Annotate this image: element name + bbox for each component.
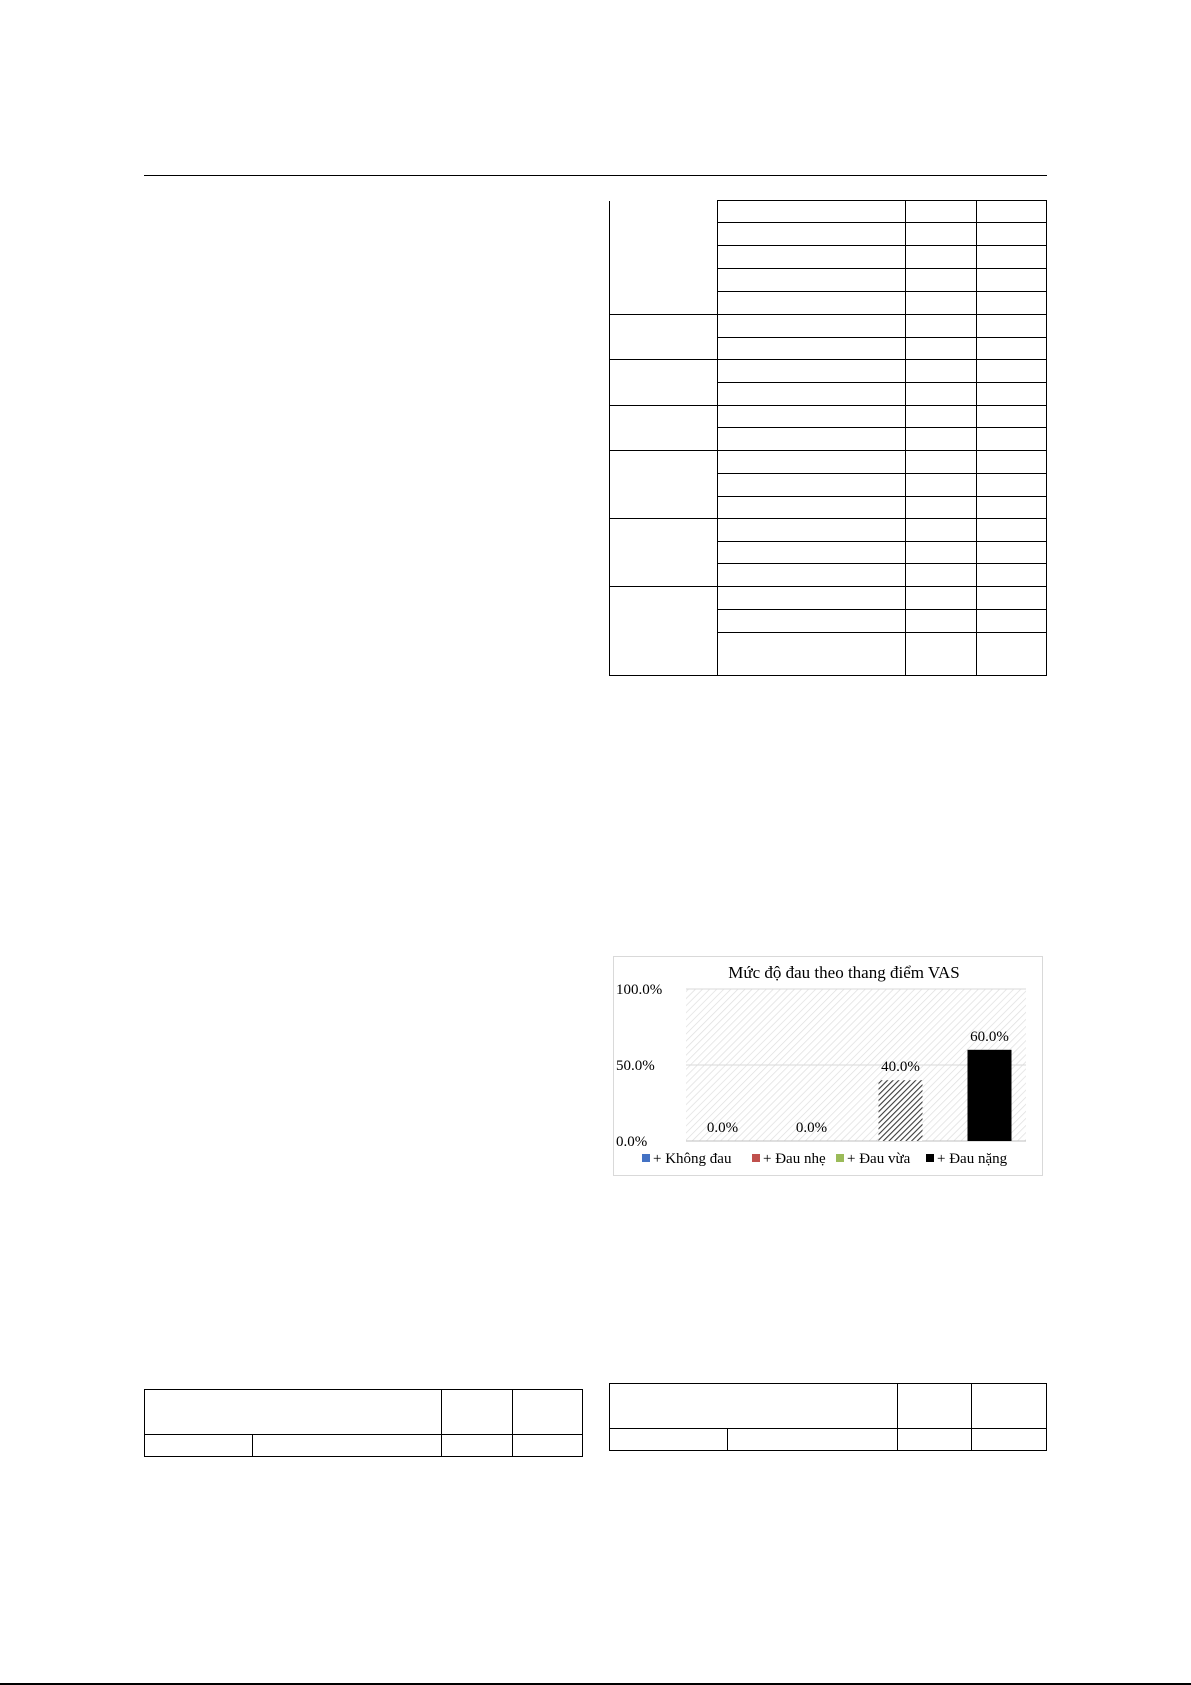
data-label: 0.0% (795, 1120, 828, 1136)
y-tick-label: 50.0% (616, 1058, 655, 1074)
bar (968, 1050, 1012, 1141)
data-label: 40.0% (881, 1059, 920, 1076)
table-row (145, 1435, 583, 1457)
legend-label: + Không đau (653, 1151, 732, 1167)
table-group-cell (610, 201, 718, 315)
table-header-row (610, 1384, 1047, 1429)
table-row (610, 587, 1047, 610)
data-label: 60.0% (970, 1028, 1009, 1045)
table-row (610, 519, 1047, 542)
table-row (610, 451, 1047, 474)
legend (642, 1151, 1008, 1167)
table-row (610, 406, 1047, 428)
legend-swatch (926, 1154, 934, 1162)
bottom-left-table (144, 1389, 583, 1457)
table-row (610, 201, 1047, 223)
legend-label: + Đau nặng (937, 1151, 1008, 1167)
data-label: 0.0% (706, 1120, 739, 1136)
header-rule (144, 175, 1047, 176)
table-header-row (145, 1390, 583, 1435)
legend-label: + Đau vừa (847, 1151, 911, 1167)
table-row (610, 360, 1047, 383)
chart-title: Mức độ đau theo thang điểm VAS (728, 963, 960, 982)
table-group-cell (610, 451, 718, 519)
table-group-cell (610, 360, 718, 406)
vas-pain-chart (613, 956, 1043, 1176)
y-tick-label: 0.0% (616, 1134, 648, 1150)
bar (879, 1080, 923, 1141)
table-row (610, 1429, 1047, 1451)
table-group-cell (610, 587, 718, 676)
table-group-cell (610, 406, 718, 451)
table-group-cell (610, 519, 718, 587)
y-axis-ticks (616, 982, 662, 1150)
y-tick-label: 100.0% (616, 982, 663, 998)
legend-swatch (642, 1154, 650, 1162)
bottom-right-table (609, 1383, 1047, 1451)
legend-swatch (836, 1154, 844, 1162)
table-group-cell (610, 315, 718, 360)
chart-svg (614, 957, 1042, 1175)
characteristics-table (609, 200, 1047, 676)
legend-swatch (752, 1154, 760, 1162)
legend-label: + Đau nhẹ (763, 1151, 826, 1167)
table-row (610, 315, 1047, 338)
